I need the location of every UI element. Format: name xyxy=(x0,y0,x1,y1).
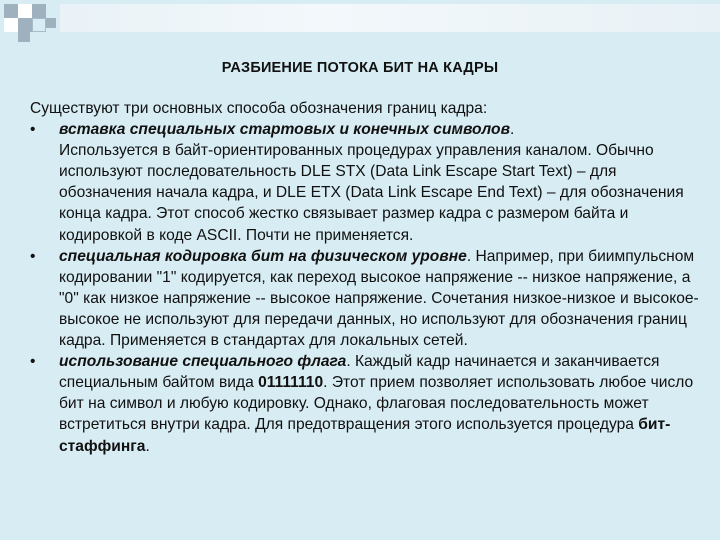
deco-square xyxy=(46,18,56,28)
deco-square xyxy=(4,18,18,32)
item-text: . Например, при биимпульсном кодировании "1" кодируется, как переход высокое напряжение -- низкое напряжение, а "0" как низкое напряжение -- высокое напряжение. Сочетания низкое-низкое и высокое-высокое не используют для передачи данных, но используют для обозначения границ кадра. Применяется в стандартах для локальных сетей. xyxy=(59,247,699,350)
item-emphasis: вставка специальных стартовых и конечных символов xyxy=(59,121,511,139)
item-text: Используется в байт-ориентированных процедурах управления каналом. Обычно используют последовательность DLE STX (Data Link Escape Start Text) – для обозначения начала кадра, и DLE ETX (Data Link Escape End Text) – для обозначения конца кадра. Этот способ жестко связывает размер кадра с размером байта и кодировкой в коде ASCII. Почти не применяется. xyxy=(59,142,684,244)
item-end: . xyxy=(145,437,150,455)
item-emphasis: специальная кодировка бит на физическом уровне xyxy=(59,247,467,265)
item-text: . Этот прием позволяет использовать любое число бит на символ и любую кодировку. Однако, флаговая последовательность может встретиться внутри кадра. Для предотвращения этого используется процедура xyxy=(59,374,694,434)
flag-code: 01111110 xyxy=(258,374,324,392)
intro-text: Существуют три основных способа обозначения границ кадра: xyxy=(30,100,488,117)
list-item xyxy=(30,119,710,246)
deco-square xyxy=(4,4,18,18)
deco-square xyxy=(32,4,46,18)
item-text: . Каждый кадр начинается и заканчивается специальным байтом вида xyxy=(59,353,660,392)
list-item xyxy=(30,246,710,351)
deco-square xyxy=(18,18,32,32)
bit-stuffing-term: бит-стаффинга xyxy=(59,416,671,455)
slide-title: РАЗБИЕНИЕ ПОТОКА БИТ НА КАДРЫ xyxy=(221,60,499,76)
deco-square xyxy=(32,18,46,32)
bullet-icon: • xyxy=(30,247,36,265)
deco-square xyxy=(18,32,30,42)
slide-body xyxy=(30,98,710,457)
bullet-icon: • xyxy=(30,121,36,139)
item-emphasis: использование специального флага xyxy=(59,353,347,371)
item-lead: . xyxy=(510,121,515,139)
deco-square xyxy=(18,4,32,18)
bullet-icon: • xyxy=(30,353,36,371)
header-decoration xyxy=(0,0,720,40)
header-gradient-bar xyxy=(60,4,720,32)
list-item xyxy=(30,351,710,456)
